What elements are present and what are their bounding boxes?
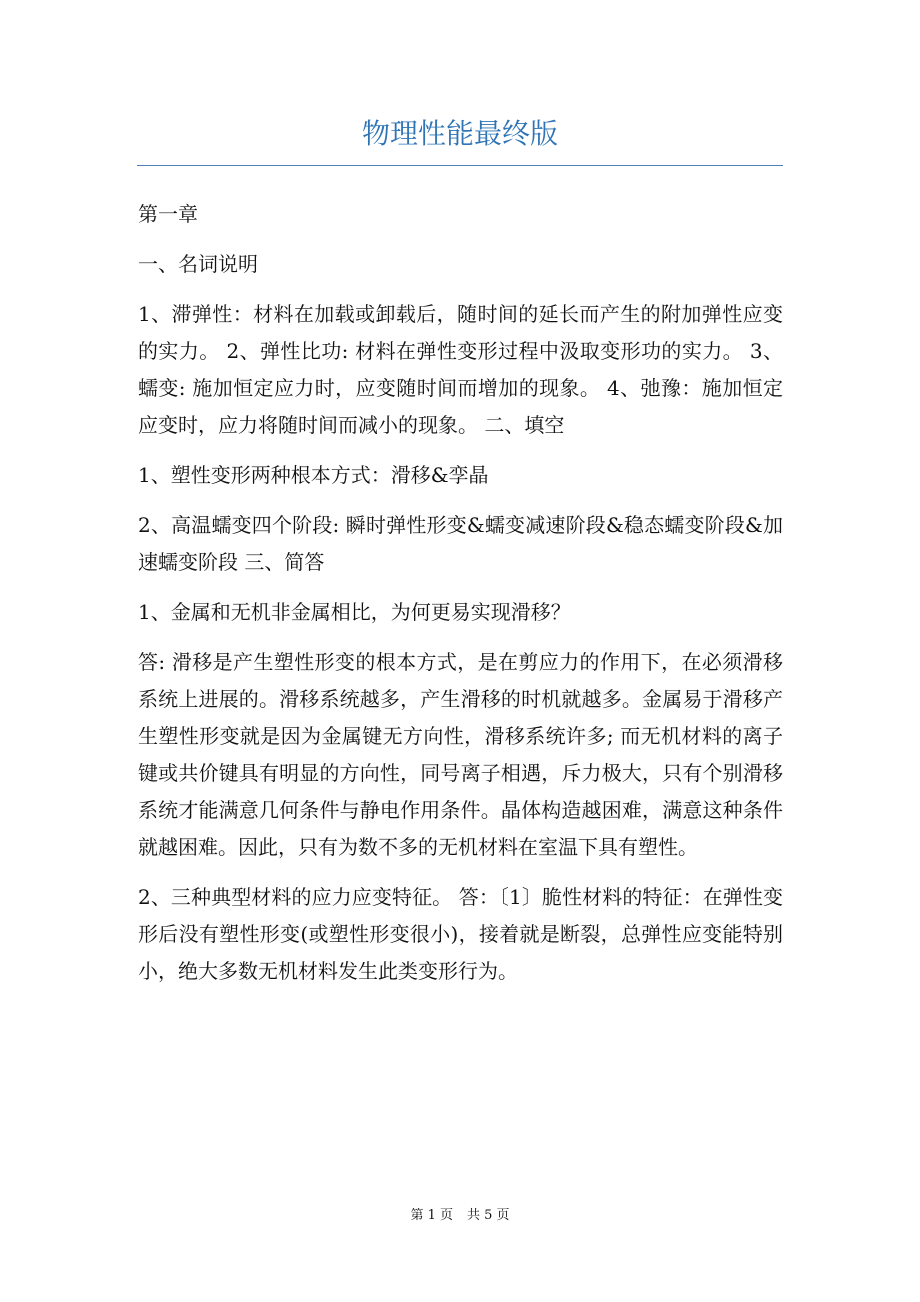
paragraph-fill-2: 2、高温蠕变四个阶段: 瞬时弹性形变&蠕变减速阶段&稳态蠕变阶段&加速蠕变阶段 三、简答 xyxy=(138,513,783,574)
answer-1: 答: 滑移是产生塑性形变的根本方式，是在剪应力的作用下，在必须滑移系统上进展的。滑移系统越多，产生滑移的时机就越多。金属易于滑移产生塑性形变就是因为金属键无方向性，滑移系统许多; 而无机材料的离子键或共价键具有明显的方向性，同号离子相遇，斥力极大，只有个别滑移系统才能满意几何条件与静电作用条件。晶体构造越困难，满意这种条件就越困难。因此，只有为数不多的无机材料在室温下具有塑性。 xyxy=(138,650,783,859)
section-heading-definitions: 一、名词说明 xyxy=(138,252,258,276)
title-divider xyxy=(137,165,783,166)
question-1: 1、金属和无机非金属相比，为何更易实现滑移？ xyxy=(138,600,571,624)
page-total: 共 5 页 xyxy=(467,1208,510,1223)
page-number: 第 1 页 xyxy=(410,1208,453,1223)
paragraph-definitions: 1、滞弹性：材料在加载或卸载后，随时间的延长而产生的附加弹性应变的实力。 2、弹性比功: 材料在弹性变形过程中汲取变形功的实力。 3、蠕变: 施加恒定应力时，应变随时间而增加的现象。 4、弛豫：施加恒定应变时，应力将随时间而减小的现象。 二、填空 xyxy=(138,302,783,437)
chapter-heading: 第一章 xyxy=(138,202,198,226)
question-2: 2、三种典型材料的应力应变特征。 答：〔1〕脆性材料的特征：在弹性变形后没有塑性形变(或塑性形变很小)，接着就是断裂，总弹性应变能特别小，绝大多数无机材料发生此类变形行为。 xyxy=(138,885,783,983)
page-footer xyxy=(0,1206,920,1226)
page-title: 物理性能最终版 xyxy=(361,117,558,150)
paragraph-fill-1: 1、塑性变形两种根本方式：滑移&孪晶 xyxy=(138,463,489,487)
document-body xyxy=(138,196,783,1003)
